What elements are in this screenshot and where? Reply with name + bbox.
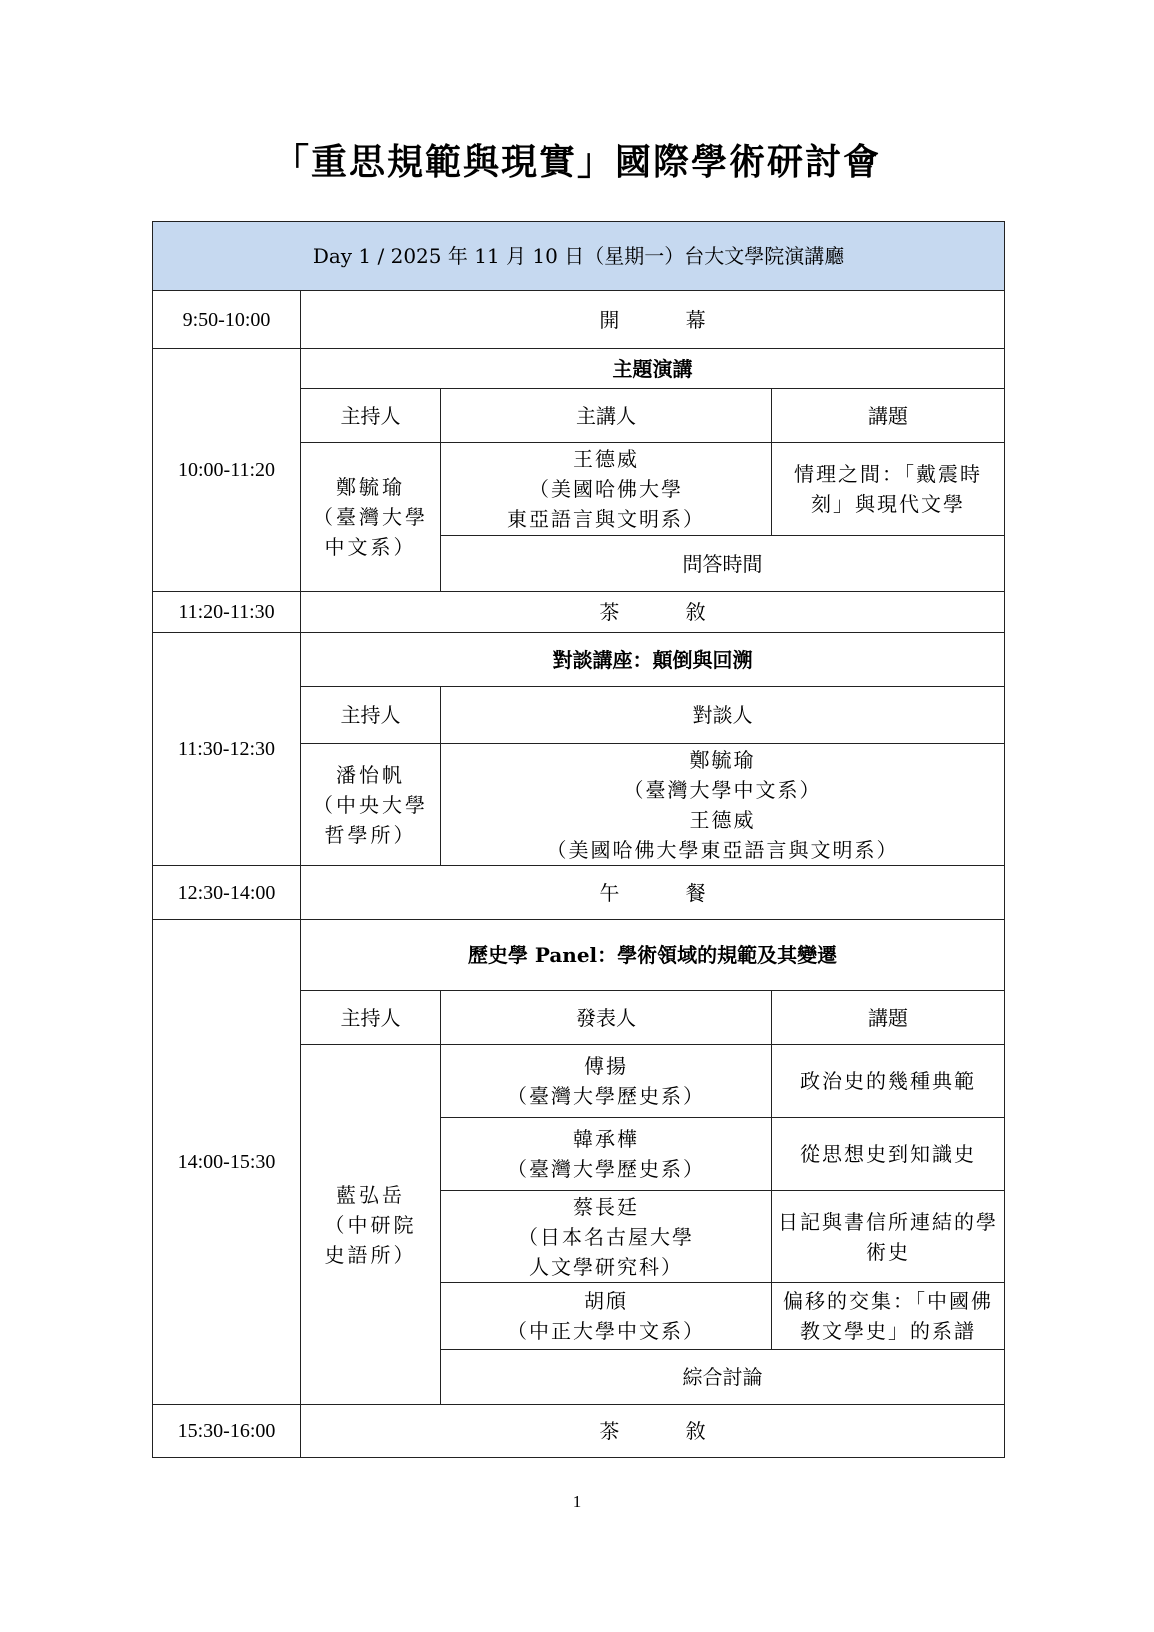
panel-topic-1: 政治史的幾種典範 [772,1045,1005,1118]
page-title: 「重思規範與現實」國際學術研討會 [272,141,881,183]
panel-chair [301,1045,441,1405]
lunch-label: 午 餐 [301,866,1005,920]
dialogue-time: 11:30-12:30 [153,633,301,866]
panel-presenter-2 [441,1118,772,1191]
tea1-time: 11:20-11:30 [153,592,301,633]
keynote-chair-name: 鄭毓瑜 [336,475,405,499]
tea1-row [153,592,1005,633]
tea2-row [153,1405,1005,1458]
keynote-qa: 問答時間 [441,536,1005,592]
dialogue-col-chair: 主持人 [301,687,441,744]
panel-topic-2: 從思想史到知識史 [772,1118,1005,1191]
panel-presenter-1-name: 傅揚 [584,1054,628,1078]
dialogue-speaker-1-affil: （臺灣大學中文系） [623,777,822,802]
dialogue-chair-affil-1: （中央大學 [313,792,428,817]
keynote-col-speaker: 主講人 [441,389,772,443]
keynote-time: 10:00-11:20 [153,349,301,592]
panel-presenter-2-name: 韓承樺 [573,1127,639,1151]
panel-presenter-3-affil-1: （日本名古屋大學 [518,1224,694,1249]
lunch-time: 12:30-14:00 [153,866,301,920]
panel-heading-row [153,920,1005,991]
keynote-heading-row [153,349,1005,389]
lunch-row [153,866,1005,920]
day-header: Day 1 / 2025 年 11 月 10 日（星期一）台大文學院演講廳 [153,222,1005,291]
panel-presenter-3 [441,1191,772,1283]
opening-label: 開 幕 [301,291,1005,349]
panel-discussion: 綜合討論 [441,1350,1005,1405]
dialogue-chair-name: 潘怡帆 [336,762,405,787]
opening-row [153,291,1005,349]
panel-chair-affil-1: （中研院 [324,1212,417,1237]
keynote-col-chair: 主持人 [301,389,441,443]
keynote-speaker-affil-2: 東亞語言與文明系） [507,507,705,531]
day-header-row [153,222,1005,291]
keynote-chair-affil-1: （臺灣大學 [313,505,428,529]
dialogue-speaker-2-name: 王德威 [689,807,756,832]
tea2-label: 茶 敘 [301,1405,1005,1458]
dialogue-heading: 對談講座：顛倒與回溯 [301,633,1005,687]
keynote-heading: 主題演講 [301,349,1005,389]
panel-presenter-4-name: 胡頎 [584,1289,628,1313]
keynote-chair-affil-2: 中文系） [324,535,417,559]
panel-presenter-4 [441,1283,772,1350]
panel-chair-affil-2: 史語所） [324,1242,417,1267]
dialogue-heading-row [153,633,1005,687]
keynote-topic: 情理之間：「戴震時刻」與現代文學 [772,443,1005,536]
panel-presenter-1-affil: （臺灣大學歷史系） [507,1084,705,1108]
panel-col-presenter: 發表人 [441,991,772,1045]
panel-col-chair: 主持人 [301,991,441,1045]
panel-presenter-3-affil-2: 人文學研究科） [529,1254,683,1279]
dialogue-speaker-1-name: 鄭毓瑜 [689,747,756,772]
opening-time: 9:50-10:00 [153,291,301,349]
panel-time: 14:00-15:30 [153,920,301,1405]
dialogue-col-speakers: 對談人 [441,687,1005,744]
tea2-time: 15:30-16:00 [153,1405,301,1458]
panel-topic-4: 偏移的交集：「中國佛教文學史」的系譜 [772,1283,1005,1350]
dialogue-chair-affil-2: 哲學所） [324,822,417,847]
keynote-speaker [441,443,772,536]
keynote-chair [301,443,441,592]
dialogue-speaker-2-affil: （美國哈佛大學東亞語言與文明系） [546,837,899,862]
panel-presenter-4-affil: （中正大學中文系） [507,1319,705,1343]
panel-topic-3: 日記與書信所連結的學術史 [772,1191,1005,1283]
tea1-label: 茶 敘 [301,592,1005,633]
keynote-speaker-affil-1: （美國哈佛大學 [529,477,683,501]
schedule-table [152,221,1005,1458]
panel-presenter-1 [441,1045,772,1118]
dialogue-speakers [441,744,1005,866]
panel-chair-name: 藍弘岳 [336,1182,405,1207]
panel-col-topic: 講題 [772,991,1005,1045]
panel-presenter-3-name: 蔡長廷 [573,1194,639,1219]
panel-presenter-2-affil: （臺灣大學歷史系） [507,1157,705,1181]
keynote-col-topic: 講題 [772,389,1005,443]
panel-heading: 歷史學 Panel：學術領域的規範及其變遷 [301,920,1005,991]
dialogue-chair [301,744,441,866]
page-number: 1 [572,1492,582,1511]
keynote-speaker-name: 王德威 [573,447,639,471]
